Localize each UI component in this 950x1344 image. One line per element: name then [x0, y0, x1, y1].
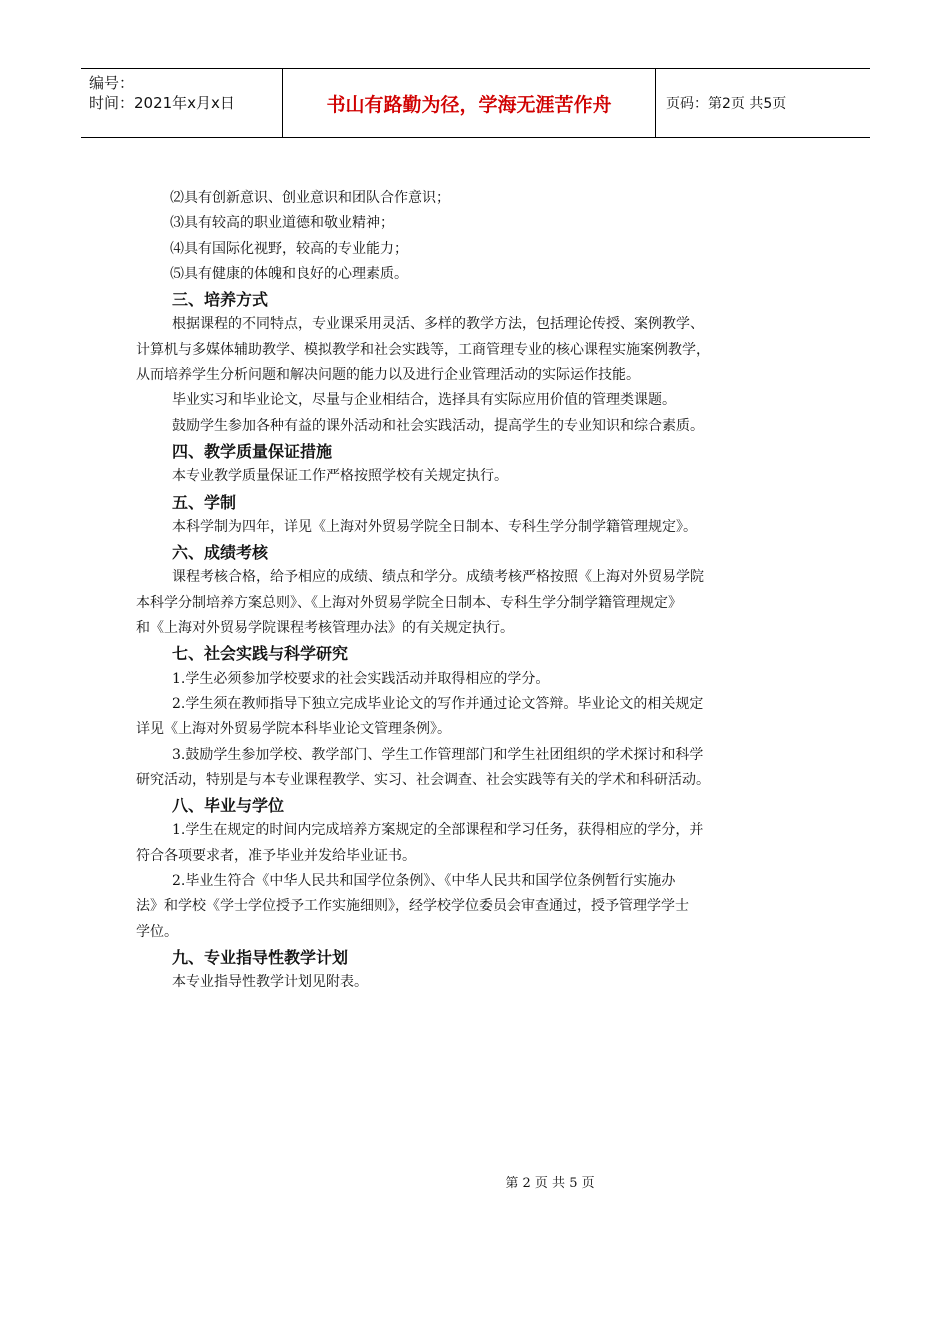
paragraph-line: 1.学生必须参加学校要求的社会实践活动并取得相应的学分。	[172, 670, 550, 687]
paragraph-line: 1.学生在规定的时间内完成培养方案规定的全部课程和学习任务，获得相应的学分，并	[172, 822, 704, 839]
paragraph-line: 本科学分制培养方案总则》、《上海对外贸易学院全日制本、专科生学分制学籍管理规定》	[136, 594, 682, 611]
paragraph-line: 2.学生须在教师指导下独立完成毕业论文的写作并通过论文答辩。毕业论文的相关规定	[172, 695, 704, 712]
section-heading-schooling: 五、学制	[172, 492, 237, 512]
time-label: 时间：2021年x月x日	[89, 94, 235, 112]
quality-item: ⑸具有健康的体魄和良好的心理素质。	[170, 265, 408, 282]
section-heading-assessment: 六、成绩考核	[172, 543, 269, 563]
paragraph-line: 符合各项要求者，准予毕业并发给毕业证书。	[136, 847, 416, 864]
paragraph-line: 根据课程的不同特点，专业课采用灵活、多样的教学方法，包括理论传授、案例教学、	[172, 316, 704, 333]
paragraph-line: 毕业实习和毕业论文，尽量与企业相结合，选择具有实际应用价值的管理类课题。	[172, 392, 676, 409]
paragraph-line: 本科学制为四年，详见《上海对外贸易学院全日制本、专科生学分制学籍管理规定》。	[172, 518, 697, 535]
section-heading-plan: 九、专业指导性教学计划	[172, 947, 349, 967]
quality-item: ⑵具有创新意识、创业意识和团队合作意识；	[170, 190, 450, 206]
quality-item: ⑶具有较高的职业道德和敬业精神；	[170, 215, 394, 232]
paragraph-line: 3.鼓励学生参加学校、教学部门、学生工作管理部门和学生社团组织的学术探讨和科学	[172, 746, 704, 763]
paragraph-line: 2.毕业生符合《中华人民共和国学位条例》、《中华人民共和国学位条例暂行实施办	[172, 873, 676, 890]
header-meta	[81, 69, 283, 137]
paragraph-line: 计算机与多媒体辅助教学、模拟教学和社会实践等，工商管理专业的核心课程实施案例教学，	[136, 341, 710, 358]
paragraph-line: 本专业教学质量保证工作严格按照学校有关规定执行。	[172, 468, 508, 485]
paragraph-line: 本专业指导性教学计划见附表。	[172, 974, 368, 991]
paragraph-line: 课程考核合格，给予相应的成绩、绩点和学分。成绩考核严格按照《上海对外贸易学院	[172, 569, 704, 586]
paragraph-line: 从而培养学生分析问题和解决问题的能力以及进行企业管理活动的实际运作技能。	[136, 367, 640, 384]
header-page-info: 页码：第2页 共5页	[666, 96, 787, 112]
section-heading-quality: 四、教学质量保证措施	[172, 441, 333, 461]
footer-page-number: 第 2 页 共 5 页	[505, 1176, 595, 1191]
paragraph-line: 鼓励学生参加各种有益的课外活动和社会实践活动，提高学生的专业知识和综合素质。	[172, 417, 704, 434]
document-body	[136, 186, 826, 996]
paragraph-line: 研究活动，特别是与本专业课程教学、实习、社会调查、社会实践等有关的学术和科研活动。	[136, 771, 710, 788]
paragraph-line: 和《上海对外贸易学院课程考核管理办法》的有关规定执行。	[136, 620, 514, 637]
section-heading-practice: 七、社会实践与科学研究	[172, 644, 349, 664]
paragraph-line: 法》和学校《学士学位授予工作实施细则》，经学校学位委员会审查通过，授予管理学学士	[136, 898, 689, 915]
section-heading-graduation: 八、毕业与学位	[172, 796, 285, 816]
header-motto: 书山有路勤为径，学海无涯苦作舟	[283, 69, 656, 137]
page-footer	[0, 1172, 950, 1191]
number-label: 编号：	[89, 74, 135, 92]
paragraph-line: 学位。	[136, 923, 178, 940]
quality-item: ⑷具有国际化视野，较高的专业能力；	[170, 240, 408, 257]
paragraph-line: 详见《上海对外贸易学院本科毕业论文管理条例》。	[136, 721, 451, 738]
section-heading-training: 三、培养方式	[172, 290, 269, 310]
page-header	[81, 68, 870, 138]
